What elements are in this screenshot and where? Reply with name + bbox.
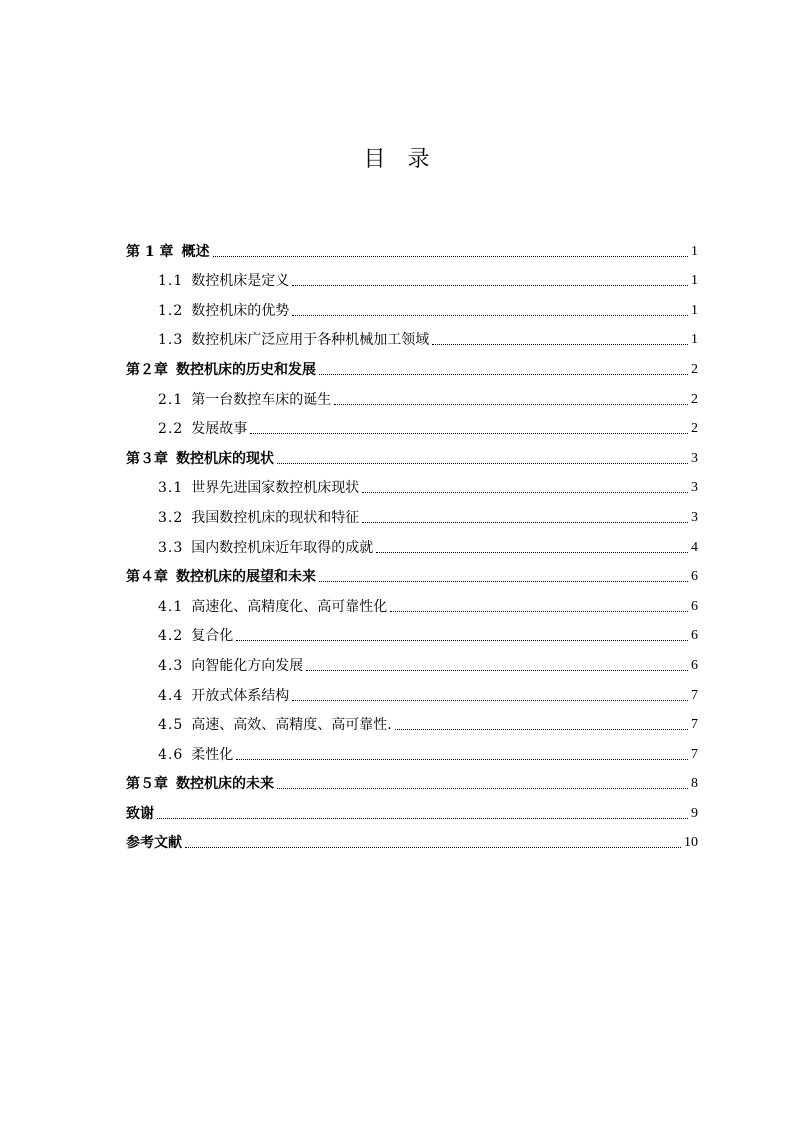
toc-section-entry[interactable] [126, 379, 698, 409]
toc-entry-title: 数控机床的优势 [191, 302, 290, 319]
toc-entry-title: 高速化、高精度化、高可靠性化 [191, 598, 388, 615]
toc-section-entry[interactable] [126, 645, 698, 675]
toc-dot-leader [277, 462, 688, 464]
toc-dot-leader [432, 343, 688, 345]
toc-entry-page-number: 6 [691, 569, 698, 585]
toc-section-entry[interactable] [126, 261, 698, 291]
toc-entry-number: 3.2 [158, 509, 184, 526]
toc-entry-number: 3.3 [158, 539, 184, 556]
toc-dot-leader [292, 699, 688, 701]
toc-entry-number: 1.2 [158, 302, 184, 319]
toc-dot-leader [213, 255, 689, 257]
toc-dot-leader [319, 580, 688, 582]
toc-section-entry[interactable] [126, 734, 698, 764]
toc-dot-leader [362, 491, 688, 493]
toc-entry-number: 1.1 [158, 273, 184, 290]
toc-entry-page-number: 6 [691, 598, 698, 614]
toc-entry-title: 数控机床的现状 [176, 450, 274, 467]
toc-entry-number: 2.2 [158, 421, 184, 438]
toc-chapter-entry[interactable] [126, 823, 698, 853]
toc-section-entry[interactable] [126, 320, 698, 350]
toc-entry-page-number: 2 [691, 361, 698, 377]
toc-entry-page-number: 2 [691, 391, 698, 407]
toc-entry-number: 第４章 [126, 569, 168, 586]
toc-entry-page-number: 3 [691, 450, 698, 466]
toc-entry-title: 数控机床的未来 [176, 776, 274, 793]
toc-entry-number: 3.1 [158, 480, 184, 497]
toc-dot-leader [306, 669, 688, 671]
toc-chapter-entry[interactable] [126, 764, 698, 794]
toc-entry-page-number: 4 [691, 539, 698, 555]
toc-entry-title: 我国数控机床的现状和特征 [191, 509, 360, 526]
toc-chapter-entry[interactable] [126, 349, 698, 379]
toc-section-entry[interactable] [126, 705, 698, 735]
toc-entry-title: 概述 [181, 243, 210, 260]
toc-entry-page-number: 3 [691, 509, 698, 525]
toc-dot-leader [236, 639, 688, 641]
toc-entry-number: 第３章 [126, 450, 168, 467]
toc-dot-leader [334, 403, 688, 405]
toc-entry-title: 第一台数控车床的诞生 [191, 391, 332, 408]
toc-entry-page-number: 1 [691, 302, 698, 318]
toc-entry-title: 参考文献 [126, 835, 182, 852]
toc-section-entry[interactable] [126, 497, 698, 527]
toc-dot-leader [250, 432, 688, 434]
toc-entry-number: 4.4 [158, 687, 184, 704]
toc-section-entry[interactable] [126, 527, 698, 557]
toc-section-entry[interactable] [126, 616, 698, 646]
toc-entry-page-number: 6 [691, 657, 698, 673]
toc-entry-page-number: 1 [691, 332, 698, 348]
toc-entry-title: 国内数控机床近年取得的成就 [191, 539, 374, 556]
toc-title: 目录 [363, 147, 452, 172]
toc-entry-page-number: 1 [691, 273, 698, 289]
toc-entry-title: 数控机床广泛应用于各种机械加工领域 [191, 332, 430, 349]
toc-entry-page-number: 8 [691, 776, 698, 792]
toc-section-entry[interactable] [126, 468, 698, 498]
toc-entry-page-number: 6 [691, 628, 698, 644]
toc-entry-number: 2.1 [158, 391, 184, 408]
toc-dot-leader [390, 610, 688, 612]
toc-section-entry[interactable] [126, 290, 698, 320]
toc-chapter-entry[interactable] [126, 231, 698, 261]
toc-dot-leader [319, 373, 688, 375]
toc-entry-title: 高速、高效、高精度、高可靠性. [191, 717, 392, 734]
toc-entry-page-number: 9 [691, 805, 698, 821]
toc-dot-leader [292, 314, 688, 316]
toc-chapter-entry[interactable] [126, 557, 698, 587]
toc-entry-number: 第５章 [126, 776, 168, 793]
toc-dot-leader [157, 817, 688, 819]
table-of-contents [126, 231, 698, 852]
toc-entry-number: 第 1 章 [126, 243, 174, 260]
toc-entry-title: 数控机床的展望和未来 [176, 569, 316, 586]
toc-entry-page-number: 7 [691, 717, 698, 733]
toc-chapter-entry[interactable] [126, 438, 698, 468]
toc-entry-page-number: 3 [691, 480, 698, 496]
toc-entry-title: 柔性化 [191, 746, 234, 763]
toc-entry-title: 发展故事 [191, 421, 248, 438]
toc-entry-title: 世界先进国家数控机床现状 [191, 480, 360, 497]
toc-entry-title: 开放式体系结构 [191, 687, 290, 704]
toc-entry-page-number: 7 [691, 687, 698, 703]
toc-entry-number: 4.5 [158, 717, 184, 734]
toc-dot-leader [185, 846, 681, 848]
toc-entry-page-number: 10 [684, 835, 698, 851]
toc-section-entry[interactable] [126, 675, 698, 705]
toc-section-entry[interactable] [126, 409, 698, 439]
toc-entry-title: 致谢 [126, 805, 154, 822]
toc-entry-title: 数控机床是定义 [191, 273, 290, 290]
toc-dot-leader [292, 284, 688, 286]
toc-entry-number: 4.2 [158, 628, 184, 645]
toc-entry-page-number: 7 [691, 746, 698, 762]
toc-entry-page-number: 2 [691, 421, 698, 437]
toc-dot-leader [362, 521, 688, 523]
toc-entry-number: 4.3 [158, 657, 184, 674]
toc-dot-leader [277, 787, 688, 789]
toc-chapter-entry[interactable] [126, 793, 698, 823]
toc-entry-title: 向智能化方向发展 [191, 657, 304, 674]
toc-dot-leader [395, 728, 688, 730]
toc-section-entry[interactable] [126, 586, 698, 616]
toc-entry-number: 4.6 [158, 746, 184, 763]
toc-dot-leader [236, 758, 688, 760]
toc-entry-page-number: 1 [691, 243, 698, 259]
toc-entry-number: 第２章 [126, 361, 168, 378]
toc-entry-number: 1.3 [158, 332, 184, 349]
toc-dot-leader [376, 551, 688, 553]
toc-entry-number: 4.1 [158, 598, 184, 615]
toc-entry-title: 复合化 [191, 628, 234, 645]
toc-entry-title: 数控机床的历史和发展 [176, 361, 316, 378]
